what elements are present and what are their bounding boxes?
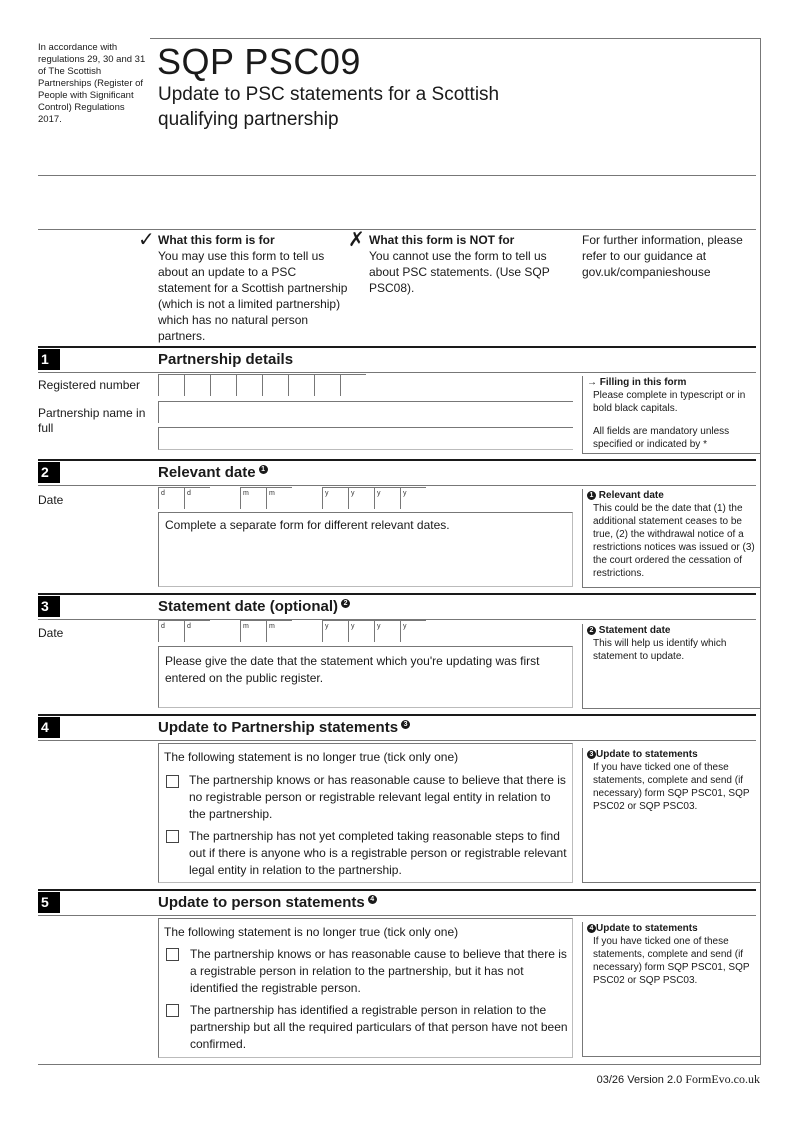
section4-guide-text: If you have ticked one of these statements, complete and send (if necessary) form SQP PSC01, SQP PSC02 or SQP PSC03. xyxy=(593,762,750,812)
section2-guide xyxy=(582,489,760,588)
registered-number-label: Registered number xyxy=(38,378,141,392)
what-for-title: What this form is for xyxy=(158,233,275,247)
statement-date-field[interactable]: d d m m y y y y xyxy=(158,620,428,644)
partnership-name-field-2[interactable] xyxy=(158,427,573,450)
section2-title: Relevant date xyxy=(158,464,256,481)
partnership-name-label: Partnership name in full xyxy=(38,406,146,435)
section1-guide-title: Filling in this form xyxy=(599,377,687,388)
section1-number: 1 xyxy=(38,349,60,370)
section5-number: 5 xyxy=(38,892,60,913)
note1-icon: 1 xyxy=(259,465,268,474)
section4-subrule xyxy=(38,740,756,741)
section2-rule xyxy=(38,459,756,461)
section4-checkbox-2[interactable] xyxy=(166,830,179,843)
arrow-icon: → xyxy=(587,377,597,388)
section3-date-label: Date xyxy=(38,626,64,640)
form-code: SQP PSC09 xyxy=(157,41,361,82)
tick-icon: ✓ xyxy=(138,229,155,251)
what-for-text: You may use this form to tell us about an update to a PSC statement for a Scottish partnership (which is not a limited partnership) which has no natural person partners. xyxy=(158,249,348,343)
relevant-date-field[interactable]: d d m m y y y y xyxy=(158,487,428,511)
frame-right-line xyxy=(760,38,761,1065)
section2-guide-title: Relevant date xyxy=(598,490,664,501)
section4-guide-title: Update to statements xyxy=(596,749,698,760)
section3-guide xyxy=(582,624,760,709)
footer xyxy=(597,1072,760,1087)
section2-box xyxy=(158,512,573,587)
section1-guide xyxy=(582,376,760,454)
form-title: Update to PSC statements for a Scottish qualifying partnership xyxy=(158,84,500,130)
note4-guide-icon: 4 xyxy=(587,924,596,933)
note3-guide-icon: 3 xyxy=(587,750,596,759)
section2-number: 2 xyxy=(38,462,60,483)
section3-box xyxy=(158,646,573,708)
section1-rule xyxy=(38,346,756,348)
section5-checkbox-2[interactable] xyxy=(166,1004,179,1017)
section1-guide-text2: All fields are mandatory unless specified or indicated by * xyxy=(593,426,730,450)
section5-guide-text: If you have ticked one of these statements, complete and send (if necessary) form SQP PSC01, SQP PSC02 or SQP PSC03. xyxy=(593,936,750,986)
section5-guide-title: Update to statements xyxy=(596,923,698,934)
further-info-text: For further information, please refer to our guidance at gov.uk/companieshouse xyxy=(582,233,743,279)
section2-subrule xyxy=(38,485,756,486)
registered-number-field[interactable] xyxy=(158,374,368,398)
section4-rule xyxy=(38,714,756,716)
note3-icon: 3 xyxy=(401,720,410,729)
note1-guide-icon: 1 xyxy=(587,491,596,500)
note2-icon: 2 xyxy=(341,599,350,608)
footer-brand: FormEvo.co.uk xyxy=(685,1072,760,1086)
section5-rule xyxy=(38,889,756,891)
section5-guide xyxy=(582,922,760,1057)
regulations-text: In accordance with regulations 29, 30 and 31 of The Scottish Partnerships (Register of People with Significant Control) Regulations 2017. xyxy=(38,42,146,125)
frame-top-line xyxy=(150,38,761,39)
section1-guide-text1: Please complete in typescript or in bold black capitals. xyxy=(593,390,746,414)
what-not-for-text: You cannot use the form to tell us about PSC statements. (Use SQP PSC08). xyxy=(369,249,550,295)
section4-number: 4 xyxy=(38,717,60,738)
section3-box-text: Please give the date that the statement which you're updating was first entered on the public register. xyxy=(165,654,540,685)
section5-subrule xyxy=(38,915,756,916)
section5-statement-1: The partnership knows or has reasonable cause to believe that there is a registrable person in relation to the partnership, but it has not identified the registrable person. xyxy=(190,947,567,995)
section4-checkbox-1[interactable] xyxy=(166,775,179,788)
section2-guide-text: This could be the date that (1) the additional statement ceases to be true, (2) the withdrawal notice of a restrictions notices was issued or (3) the court ordered the cessation of restrictions. xyxy=(593,503,755,579)
bottom-rule xyxy=(38,1064,761,1065)
partnership-name-field-1[interactable] xyxy=(158,401,573,423)
section1-subrule xyxy=(38,372,756,373)
note4-icon: 4 xyxy=(368,895,377,904)
section3-guide-title: Statement date xyxy=(598,625,671,636)
header-divider xyxy=(38,175,756,176)
section5-title: Update to person statements xyxy=(158,894,365,911)
section5-intro: The following statement is no longer true (tick only one) xyxy=(164,925,459,939)
section5-checkbox-1[interactable] xyxy=(166,948,179,961)
section3-guide-text: This will help us identify which statement to update. xyxy=(593,638,727,662)
footer-version: 03/26 Version 2.0 xyxy=(596,1074,683,1086)
section3-title: Statement date (optional) xyxy=(158,598,339,615)
section2-box-text: Complete a separate form for different relevant dates. xyxy=(165,518,450,532)
note2-guide-icon: 2 xyxy=(587,626,596,635)
what-not-for-block xyxy=(369,232,554,296)
cross-icon: ✗ xyxy=(348,229,365,251)
what-for-block xyxy=(158,232,348,344)
section4-title: Update to Partnership statements xyxy=(158,719,399,736)
section1-title: Partnership details xyxy=(158,351,294,368)
section3-number: 3 xyxy=(38,596,60,617)
section2-date-label: Date xyxy=(38,493,64,507)
section4-statement-1: The partnership knows or has reasonable cause to believe that there is no registrable person or registrable relevant legal entity in relation to the partnership. xyxy=(189,773,566,821)
what-not-for-title: What this form is NOT for xyxy=(369,233,515,247)
section4-statement-2: The partnership has not yet completed taking reasonable steps to find out if there is anyone who is a registrable person or registrable relevant legal entity in relation to the partnership. xyxy=(189,829,567,877)
section4-guide xyxy=(582,748,760,883)
section3-rule xyxy=(38,593,756,595)
section4-intro: The following statement is no longer true (tick only one) xyxy=(164,750,459,764)
section5-statement-2: The partnership has identified a registrable person in relation to the partnership but all the required particulars of that person have not been confirmed. xyxy=(190,1003,568,1051)
